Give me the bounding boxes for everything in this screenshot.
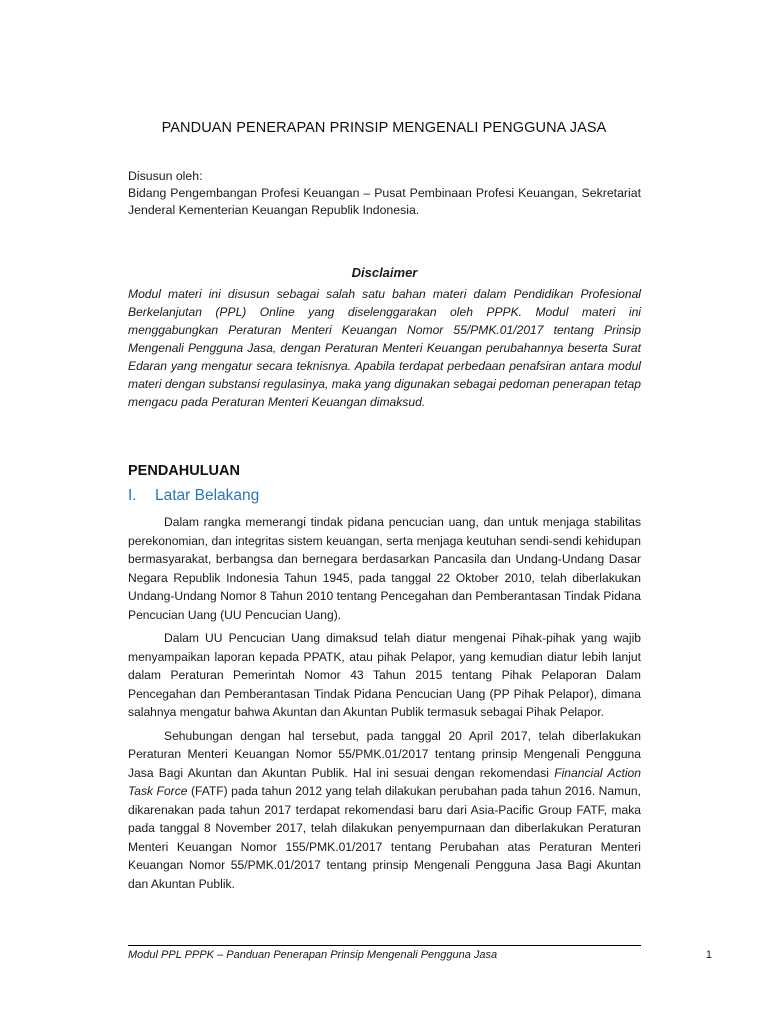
paragraph-3-part-a: Sehubungan dengan hal tersebut, pada tanggal 20 April 2017, telah diberlakukan Peraturan Menteri Keuangan Nomor 55/PMK.01/2017 tentang prinsip Mengenali Pengguna Jasa Bagi Akuntan dan Akuntan Publik. Hal ini sesuai dengan rekomendasi xyxy=(128,728,641,780)
section-heading: PENDAHULUAN xyxy=(128,463,240,479)
paragraph-3 xyxy=(128,727,641,894)
disclaimer-body: Modul materi ini disusun sebagai salah satu bahan materi dalam Pendidikan Profesional Berkelanjutan (PPL) Online yang diselenggarakan oleh PPPK. Modul materi ini menggabungkan Peraturan Menteri Keuangan Nomor 55/PMK.01/2017 tentang Prinsip Mengenali Pengguna Jasa, dengan Peraturan Menteri Keuangan perubahannya beserta Surat Edaran yang mengatur secara teknisnya. Apabila terdapat perbedaan penafsiran antara modul materi dengan substansi regulasinya, maka yang digunakan sebagai pedoman penerapan tetap mengacu pada Peraturan Menteri Keuangan dimaksud. xyxy=(128,287,641,409)
footer-text: Modul PPL PPPK – Panduan Penerapan Prinsip Mengenali Pengguna Jasa xyxy=(128,949,498,961)
page-number: 1 xyxy=(705,949,712,961)
paragraph-2: Dalam UU Pencucian Uang dimaksud telah diatur mengenai Pihak-pihak yang wajib menyampaikan laporan kepada PPATK, atau pihak Pelapor, yang kemudian diatur lebih lanjut dalam Peraturan Pemerintah Nomor 43 Tahun 2015 tentang Pihak Pelaporan Dalam Pencegahan dan Pemberantasan Tindak Pidana Pencucian Uang (PP Pihak Pelapor), dimana salahnya mengatur bahwa Akuntan dan Akuntan Publik termasuk sebagai Pihak Pelapor. xyxy=(128,631,641,719)
paragraph-3-italic-term: Financial Action Task Force xyxy=(128,765,642,798)
author-block xyxy=(128,168,641,219)
paragraph-1: Dalam rangka memerangi tindak pidana pencucian uang, dan untuk menjaga stabilitas perekonomian, dan integritas sistem keuangan, serta menjaga keutuhan sendi-sendi kehidupan bermasyarakat, berbangsa dan bernegara berdasarkan Pancasila dan Undang-Undang Dasar Negara Republik Indonesia Tahun 1945, pada tanggal 22 Oktober 2010, telah diberlakukan Undang-Undang Nomor 8 Tahun 2010 tentang Pencegahan dan Pemberantasan Tindak Pidana Pencucian Uang (UU Pencucian Uang). xyxy=(128,515,641,622)
footer-divider xyxy=(128,945,641,946)
subsection-heading xyxy=(128,487,259,505)
paragraph-3-part-b: (FATF) pada tahun 2012 yang telah dilakukan perubahan pada tahun 2016. Namun, dikarenakan pada tahun 2017 terdapat rekomendasi baru dari Asia-Pacific Group FATF, maka pada tanggal 8 November 2017, telah dilakukan penyempurnaan dan diberlakukan Peraturan Menteri Keuangan Nomor 155/PMK.01/2017 tentang Perubahan atas Peraturan Menteri Keuangan Nomor 55/PMK.01/2017 tentang prinsip Mengenali Pengguna Jasa Bagi Akuntan dan Akuntan Publik. xyxy=(128,784,641,891)
subsection-number: I. xyxy=(128,487,137,504)
disclaimer-title: Disclaimer xyxy=(351,265,418,280)
author-text: Bidang Pengembangan Profesi Keuangan – Pusat Pembinaan Profesi Keuangan, Sekretariat Jenderal Kementerian Keuangan Republik Indonesia. xyxy=(128,186,641,217)
subsection-title: Latar Belakang xyxy=(155,487,260,504)
author-label: Disusun oleh: xyxy=(128,169,203,183)
body-text xyxy=(128,513,641,898)
document-title: PANDUAN PENERAPAN PRINSIP MENGENALI PENGGUNA JASA xyxy=(161,120,607,136)
